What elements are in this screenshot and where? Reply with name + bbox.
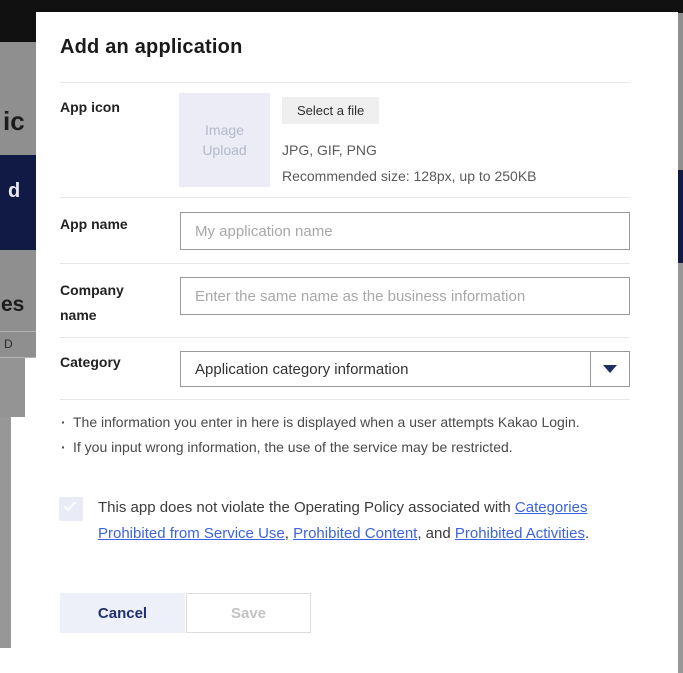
policy-agreement-text: This app does not violate the Operating Policy associated with Categories Prohibited from Service Use, Prohibited Content, and Prohibited Activities.	[98, 499, 590, 542]
checkmark-icon	[64, 499, 77, 512]
company-name-input[interactable]	[180, 277, 630, 315]
backdrop-left-strip-upper	[0, 42, 36, 155]
backdrop-left-strip-low	[0, 358, 25, 417]
backdrop-divider	[0, 331, 36, 332]
divider	[60, 399, 630, 400]
backdrop-left-strip-bottom	[0, 417, 11, 648]
note-item: · The information you enter in here is displayed when a user attempts Kakao Login.	[60, 410, 630, 435]
category-select-arrow-zone[interactable]	[590, 352, 629, 386]
category-select[interactable]	[180, 351, 630, 387]
save-button[interactable]: Save	[186, 593, 311, 633]
note-item: · If you input wrong information, the use of the service may be restricted.	[60, 435, 630, 460]
backdrop-text-fragment: ic	[3, 106, 25, 136]
backdrop-divider	[0, 357, 36, 358]
image-upload-placeholder: Image Upload	[202, 122, 247, 158]
backdrop-text-fragment: d	[8, 180, 21, 202]
app-icon-label: App icon	[60, 99, 120, 115]
recommended-size-text: Recommended size: 128px, up to 250KB	[282, 168, 537, 184]
app-name-input[interactable]	[180, 212, 630, 250]
add-application-dialog	[36, 12, 678, 673]
backdrop-text-fragment: D	[4, 337, 13, 351]
link-prohibited-content[interactable]: Prohibited Content	[293, 525, 418, 542]
divider	[60, 263, 630, 264]
backdrop-header-left	[0, 13, 36, 42]
company-name-label: Company name	[60, 282, 124, 323]
backdrop-right-strip-bottom	[678, 263, 683, 673]
app-name-label: App name	[60, 216, 128, 232]
info-notes	[60, 410, 630, 460]
image-upload-dropzone[interactable]	[179, 93, 270, 187]
category-select-value: Application category information	[195, 360, 409, 378]
divider	[60, 197, 630, 198]
backdrop-right-strip-upper	[678, 13, 683, 170]
policy-checkbox[interactable]	[59, 497, 83, 521]
backdrop-navy-banner-right	[678, 170, 683, 263]
allowed-formats-text: JPG, GIF, PNG	[282, 142, 377, 158]
category-label: Category	[60, 354, 121, 370]
divider	[60, 82, 630, 83]
select-file-button[interactable]: Select a file	[282, 97, 379, 124]
backdrop-text-fragment: es	[1, 293, 25, 316]
dialog-title: Add an application	[60, 36, 243, 58]
divider	[60, 337, 630, 338]
link-categories-prohibited[interactable]: Categories Prohibited from Service Use	[98, 499, 588, 542]
link-prohibited-activities[interactable]: Prohibited Activities	[454, 525, 585, 542]
cancel-button[interactable]: Cancel	[60, 593, 185, 633]
chevron-down-icon	[603, 365, 617, 373]
